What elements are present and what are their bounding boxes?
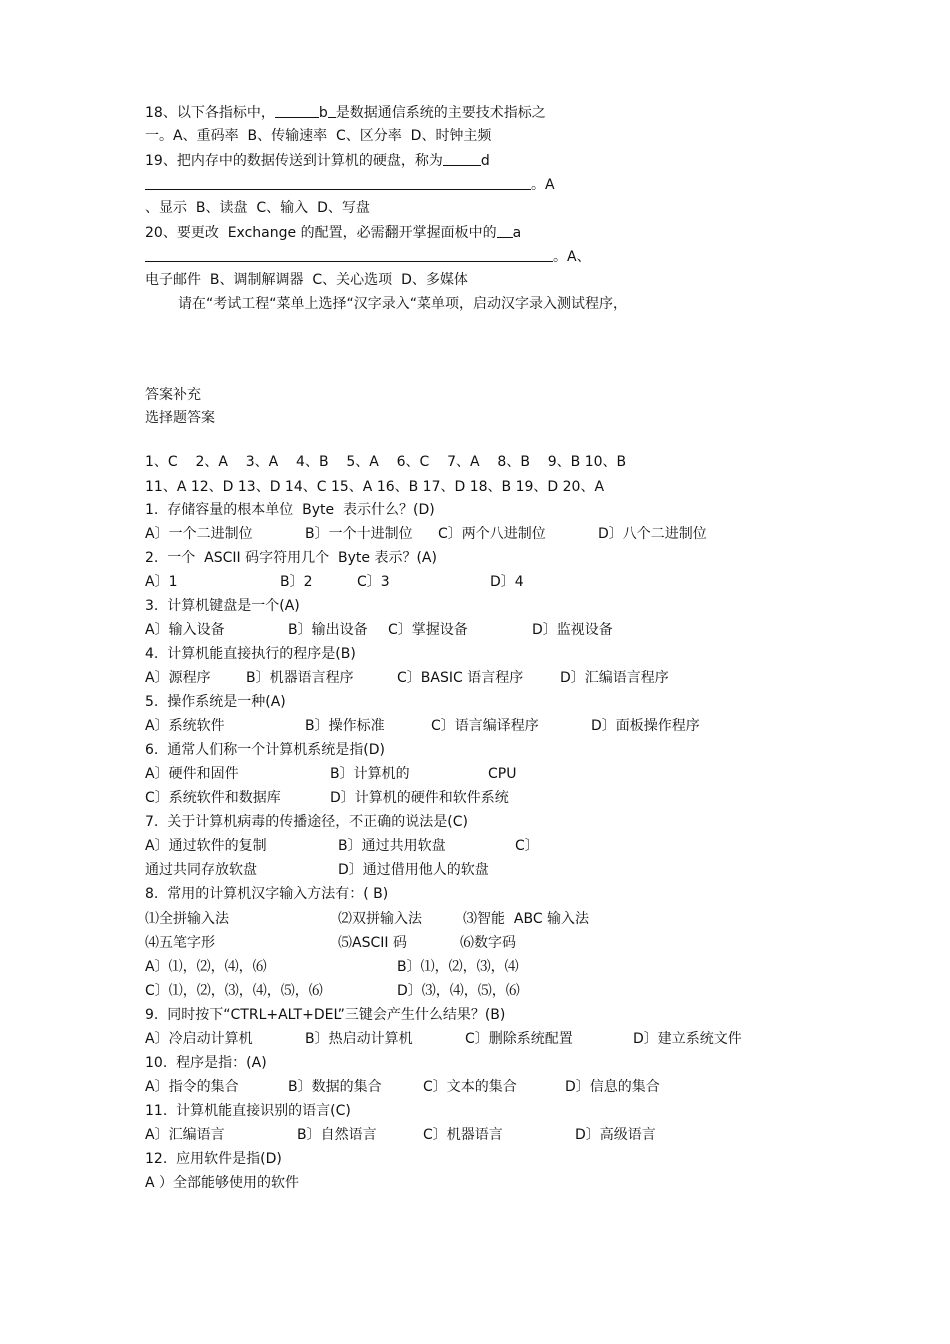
instruction-text: 请在“考试工程“菜单上选择“汉字录入“菜单项，启动汉字录入测试程序， [178, 296, 628, 312]
answers-line-1: 1、C 2、A 3、A 4、B 5、A 6、C 7、A 8、B 9、B 10、B [145, 454, 627, 470]
question-8: 8. 常用的计算机汉字输入方法有：( B) [145, 886, 389, 902]
q4-option-b: B〕机器语言程序 [246, 670, 354, 686]
blank-q20 [497, 223, 513, 238]
q7-option-c: C〕 [515, 838, 539, 854]
q4-option-a: A〕源程序 [145, 670, 211, 686]
q6-option-b-cpu: CPU [488, 766, 517, 782]
blank-q18 [275, 103, 319, 118]
question-2: 2. 一个 ASCII 码字符用几个 Byte 表示？(A) [145, 550, 437, 566]
blank-q19-long [145, 175, 531, 190]
q9-option-b: B〕热启动计算机 [305, 1031, 413, 1047]
q10-option-d: D〕信息的集合 [565, 1079, 660, 1095]
q4-option-c: C〕BASIC 语言程序 [397, 670, 524, 686]
q4-option-d: D〕汇编语言程序 [560, 670, 669, 686]
q3-option-d: D〕监视设备 [532, 622, 613, 638]
q8-item-5: ⑸ASCII 码 [338, 935, 407, 951]
q8-item-3: ⑶智能 ABC 输入法 [463, 911, 590, 927]
q1-option-d: D〕八个二进制位 [598, 526, 707, 542]
q2-option-c: C〕3 [357, 574, 390, 590]
q18-answer: b [318, 105, 328, 121]
question-6: 6. 通常人们称一个计算机系统是指(D) [145, 742, 385, 758]
q9-option-a: A〕冷启动计算机 [145, 1031, 253, 1047]
question-1: 1. 存储容量的根本单位 Byte 表示什么？(D) [145, 502, 435, 518]
q8-item-2: ⑵双拼输入法 [338, 911, 422, 927]
q2-option-d: D〕4 [490, 574, 524, 590]
q11-option-b: B〕自然语言 [297, 1127, 377, 1143]
q10-option-a: A〕指令的集合 [145, 1079, 239, 1095]
q5-option-d: D〕面板操作程序 [591, 718, 700, 734]
blank-q20-long [145, 247, 553, 262]
q6-option-a: A〕硬件和固件 [145, 766, 239, 782]
q18-options: 一。A、重码率 B、传输速率 C、区分率 D、时钟主频 [145, 128, 492, 144]
q8-option-c: C〕⑴，⑵，⑶，⑷，⑸，⑹ [145, 983, 323, 999]
q20-line1: 20、要更改 Exchange 的配置，必需翻开掌握面板中的 a [145, 225, 522, 241]
question-10: 10. 程序是指：(A) [145, 1055, 267, 1071]
q12-option-a: A ）全部能够使用的软件 [145, 1175, 300, 1191]
q5-option-b: B〕操作标准 [305, 718, 385, 734]
section-title: 答案补充 [145, 387, 201, 403]
q7-option-a: A〕通过软件的复制 [145, 838, 267, 854]
q11-option-a: A〕汇编语言 [145, 1127, 225, 1143]
q10-option-c: C〕文本的集合 [423, 1079, 517, 1095]
q6-option-c: C〕系统软件和数据库 [145, 790, 281, 806]
q8-option-b: B〕⑴，⑵，⑶，⑷ [397, 959, 519, 975]
question-9: 9. 同时按下“CTRL+ALT+DEL”三键会产生什么结果？(B) [145, 1007, 506, 1023]
question-3: 3. 计算机键盘是一个(A) [145, 598, 300, 614]
q19-line2: 。A [145, 175, 555, 193]
q8-option-a: A〕⑴，⑵，⑷，⑹ [145, 959, 267, 975]
q2-option-b: B〕2 [280, 574, 313, 590]
q2-option-a: A〕1 [145, 574, 178, 590]
q5-option-c: C〕语言编译程序 [431, 718, 539, 734]
q20-options: 电子邮件 B、调制解调器 C、关心选项 D、多媒体 [145, 272, 468, 288]
q5-option-a: A〕系统软件 [145, 718, 225, 734]
q3-option-a: A〕输入设备 [145, 622, 225, 638]
q8-item-6: ⑹数字码 [460, 935, 516, 951]
q7-option-b: B〕通过共用软盘 [338, 838, 446, 854]
q3-option-b: B〕输出设备 [288, 622, 368, 638]
q6-option-d: D〕计算机的硬件和软件系统 [330, 790, 509, 806]
q10-option-b: B〕数据的集合 [288, 1079, 382, 1095]
q1-option-c: C〕两个八进制位 [438, 526, 546, 542]
q8-option-d: D〕⑶，⑷，⑸，⑹ [397, 983, 520, 999]
answers-line-2: 11、A 12、D 13、D 14、C 15、A 16、B 17、D 18、B 19、D 20、A [145, 479, 605, 495]
q20-answer: a [512, 225, 522, 241]
q7-option-d: D〕通过借用他人的软盘 [338, 862, 489, 878]
q20-line2: 。A、 [145, 247, 591, 265]
q8-item-1: ⑴全拼输入法 [145, 911, 229, 927]
subsection-title: 选择题答案 [145, 410, 215, 426]
q9-option-c: C〕删除系统配置 [465, 1031, 573, 1047]
question-4: 4. 计算机能直接执行的程序是(B) [145, 646, 356, 662]
blank-q19 [443, 151, 481, 166]
q19-line1: 19、把内存中的数据传送到计算机的硬盘，称为 d [145, 153, 490, 169]
q18-line1: 18、以下各指标中， b 是数据通信系统的主要技术指标之 [145, 105, 546, 121]
q1-option-b: B〕一个十进制位 [305, 526, 413, 542]
q9-option-d: D〕建立系统文件 [633, 1031, 742, 1047]
q3-option-c: C〕掌握设备 [388, 622, 468, 638]
q1-option-a: A〕一个二进制位 [145, 526, 253, 542]
q11-option-c: C〕机器语言 [423, 1127, 503, 1143]
q7-option-c-text: 通过共同存放软盘 [145, 862, 257, 878]
question-5: 5. 操作系统是一种(A) [145, 694, 286, 710]
q6-option-b: B〕计算机的 [330, 766, 410, 782]
q19-answer: d [480, 153, 490, 169]
question-7: 7. 关于计算机病毒的传播途径，不正确的说法是(C) [145, 814, 468, 830]
question-11: 11. 计算机能直接识别的语言(C) [145, 1103, 351, 1119]
q8-item-4: ⑷五笔字形 [145, 935, 215, 951]
blank-q18-tail [328, 103, 336, 118]
question-12: 12. 应用软件是指(D) [145, 1151, 282, 1167]
q19-options: 、显示 B、读盘 C、输入 D、写盘 [145, 200, 370, 216]
q11-option-d: D〕高级语言 [575, 1127, 656, 1143]
